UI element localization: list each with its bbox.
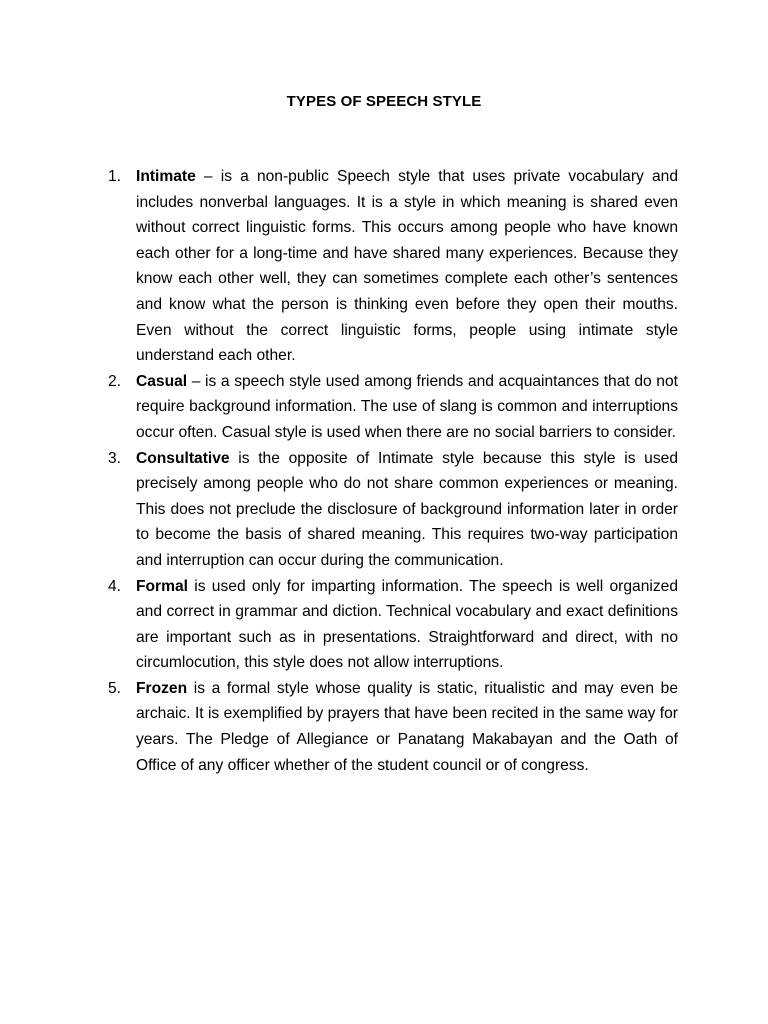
list-item [108,164,678,369]
list-item [108,574,678,676]
list-item [108,676,678,778]
item-number: 4. [108,577,122,595]
item-number: 1. [108,168,122,185]
item-number: 5. [108,679,122,697]
item-text: is used only for imparting information. The speech is well organized and correct in grammar and diction. Technical vocabulary and exact definitions are important such as in presentations. Straightforward and direct, with no circumlocution, this style does not allow interruptions. [136,577,678,672]
item-term: Formal [136,577,188,595]
item-text: is the opposite of Intimate style because this style is used precisely among people who do not share common experiences or meaning. This does not preclude the disclosure of background information later in order to become the basis of shared meaning. This requires two-way participation and interruption can occur during the communication. [136,449,678,569]
item-term: Frozen [136,679,188,697]
list-item [108,369,678,446]
speech-style-list [108,164,678,778]
item-term: Casual [136,372,188,390]
page-title: TYPES OF SPEECH STYLE [286,93,482,110]
item-number: 3. [108,449,122,467]
list-item [108,446,678,574]
item-text: is a formal style whose quality is static, ritualistic and may even be archaic. It is exemplified by prayers that have been recited in the same way for years. The Pledge of Allegiance or Panatang Makabayan and the Oath of Office of any officer whether of the student council or of congress. [136,679,678,774]
item-text: – is a speech style used among friends and acquaintances that do not require background information. The use of slang is common and interruptions occur often. Casual style is used when there are no social barriers to consider. [136,372,678,441]
item-number: 2. [108,372,122,390]
item-term: Intimate [136,168,196,185]
item-term: Consultative [136,449,230,467]
item-text: – is a non-public Speech style that uses private vocabulary and includes nonverbal languages. It is a style in which meaning is shared even without correct linguistic forms. This occurs among people who have known each other for a long-time and have shared many experiences. Because they know each other well, they can sometimes complete each other’s sentences and know what the person is thinking even before they open their mouths. Even without the correct linguistic forms, people using intimate style understand each other. [136,168,678,365]
